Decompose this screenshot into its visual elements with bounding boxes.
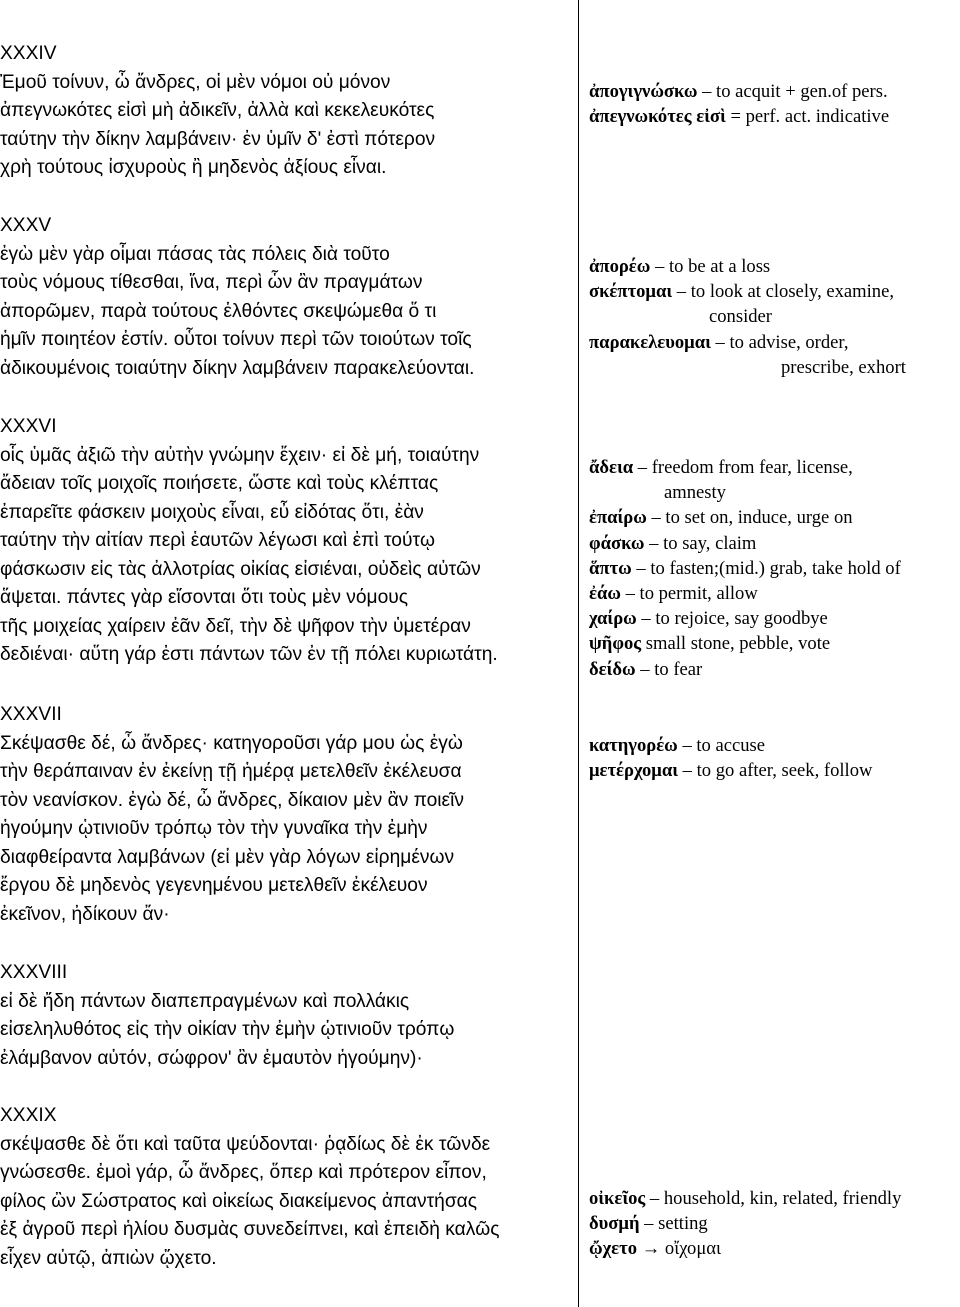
gloss-entry xyxy=(589,758,960,783)
greek-line: ταύτην τὴν αἰτίαν περὶ ἑαυτῶν λέγωσι καὶ ἐπὶ τούτῳ xyxy=(0,530,436,551)
gloss-entry xyxy=(589,531,960,556)
gloss-term: ᾤχετο xyxy=(589,1238,637,1260)
greek-line: ἀδικουμένοις τοιαύτην δίκην λαμβάνειν παρακελεύονται. xyxy=(0,357,475,379)
gloss-term: ἀπεγνωκότες εἰσὶ xyxy=(589,106,726,128)
gloss-definition: – to permit, allow xyxy=(625,583,758,605)
gloss-entry xyxy=(589,1236,960,1261)
greek-line: ἐπαρεῖτε φάσκειν μοιχοὺς εἶναι, εὖ εἰδότας ὅτι, ἐὰν xyxy=(0,501,424,523)
gloss-definition: – to be at a loss xyxy=(655,256,771,277)
gloss-definition: – to fasten;(mid.) grab, take hold of xyxy=(636,557,901,579)
greek-line: γνώσεσθε. ἐμοὶ γάρ, ὦ ἄνδρες, ὅπερ καὶ πρότερον εἶπον, xyxy=(0,1162,487,1183)
gloss-term: ψῆφος xyxy=(589,633,642,655)
gloss-entry xyxy=(589,556,960,581)
greek-line: ἔργου δὲ μηδενὸς γεγενημένου μετελθεῖν ἐκέλευον xyxy=(0,875,428,896)
gloss-term: κατηγορέω xyxy=(589,735,678,756)
gloss-definition: – to acquit + gen.of pers. xyxy=(702,81,888,102)
gloss-definition: – household, kin, related, friendly xyxy=(649,1188,902,1209)
greek-line: τὴν θεράπαιναν ἐν ἐκείνῃ τῇ ἡμέρᾳ μετελθεῖν ἐκέλευσα xyxy=(0,761,462,782)
greek-line: φίλος ὢν Σώστρατος καὶ οἰκείως διακείμενος ἀπαντήσας xyxy=(0,1190,478,1212)
section-35 xyxy=(0,212,575,383)
greek-line: τοὺς νόμους τίθεσθαι, ἵνα, περὶ ὧν ἂν πραγμάτων xyxy=(0,272,423,293)
glossary-34 xyxy=(589,79,960,129)
gloss-term: ἐπαίρω xyxy=(589,507,647,529)
gloss-definition: – to go after, seek, follow xyxy=(682,760,873,782)
gloss-entry xyxy=(589,79,960,104)
greek-line: ἐγὼ μὲν γὰρ οἶμαι πάσας τὰς πόλεις διὰ τοῦτο xyxy=(0,243,390,265)
gloss-term: ἐάω xyxy=(589,583,621,605)
gloss-entry xyxy=(589,330,960,355)
gloss-definition: – freedom from fear, license, xyxy=(637,457,853,478)
gloss-term: χαίρω xyxy=(589,608,637,630)
greek-line: φάσκωσιν εἰς τὰς ἀλλοτρίας οἰκίας εἰσιέναι, οὐδεὶς αὐτῶν xyxy=(0,558,481,580)
greek-line: ἐλάμβανον αὐτόν, σώφρον' ἂν ἐμαυτὸν ἡγούμην)· xyxy=(0,1047,423,1069)
gloss-continuation: amnesty xyxy=(664,482,726,504)
glossary-36 xyxy=(589,455,960,682)
gloss-entry xyxy=(589,1211,960,1236)
gloss-term: ἀπορέω xyxy=(589,256,651,277)
section-37 xyxy=(0,701,575,929)
gloss-term: σκέπτομαι xyxy=(589,281,673,303)
greek-line: σκέψασθε δὲ ὅτι καὶ ταῦτα ψεύδονται· ῥᾳδίως δὲ ἐκ τῶνδε xyxy=(0,1133,491,1155)
greek-line: Σκέψασθε δέ, ὦ ἄνδρες· κατηγοροῦσι γάρ μου ὡς ἐγὼ xyxy=(0,732,463,754)
gloss-entry xyxy=(589,505,960,530)
gloss-term: φάσκω xyxy=(589,532,645,554)
gloss-continuation: consider xyxy=(709,306,772,328)
gloss-entry xyxy=(589,104,960,129)
greek-line: τῆς μοιχείας χαίρειν ἐᾶν δεῖ, τὴν δὲ ψῆφον τὴν ὑμετέραν xyxy=(0,615,471,637)
gloss-definition: – to say, claim xyxy=(649,532,757,554)
gloss-entry xyxy=(589,606,960,631)
column-divider xyxy=(578,0,579,1307)
greek-line: οἷς ὑμᾶς ἀξιῶ τὴν αὐτὴν γνώμην ἔχειν· εἰ δὲ μή, τοιαύτην xyxy=(0,444,480,466)
greek-line: ἀπεγνωκότες εἰσὶ μὴ ἀδικεῖν, ἀλλὰ καὶ κεκελευκότες xyxy=(0,100,435,121)
gloss-entry xyxy=(589,279,960,304)
greek-line: δεδιέναι· αὕτη γάρ ἐστι πάντων τῶν ἐν τῇ πόλει κυριωτάτη. xyxy=(0,644,498,665)
gloss-definition: small stone, pebble, vote xyxy=(645,633,831,655)
section-number: XXXVII xyxy=(0,704,62,725)
gloss-definition: → οἴχομαι xyxy=(641,1238,722,1260)
gloss-term: παρακελευομαι xyxy=(589,331,711,353)
gloss-definition: – setting xyxy=(644,1213,708,1235)
greek-line: ἐκεῖνον, ἠδίκουν ἄν· xyxy=(0,903,170,925)
gloss-continuation: prescribe, exhort xyxy=(781,356,906,378)
gloss-term: ἀπογιγνώσκω xyxy=(589,81,698,102)
greek-line: ἅψεται. πάντες γὰρ εἴσονται ὅτι τοὺς μὲν νόμους xyxy=(0,587,409,608)
section-34 xyxy=(0,40,575,183)
gloss-definition: – to fear xyxy=(640,658,703,680)
gloss-entry xyxy=(589,254,960,279)
greek-line: Ἐμοῦ τοίνυν, ὦ ἄνδρες, οἱ μὲν νόμοι οὐ μόνον xyxy=(0,71,391,93)
gloss-entry xyxy=(589,455,960,480)
gloss-term: ἅπτω xyxy=(589,557,632,579)
greek-line: ἡγούμην ᾡτινιοῦν τρόπῳ τὸν τὴν γυναῖκα τὴν ἐμὴν xyxy=(0,818,428,839)
glossary-39 xyxy=(589,1186,960,1262)
gloss-entry xyxy=(589,1186,960,1211)
gloss-definition: – to accuse xyxy=(682,735,766,756)
section-number: XXXV xyxy=(0,215,52,236)
gloss-definition: – to advise, order, xyxy=(715,331,849,353)
gloss-term: δυσμή xyxy=(589,1213,640,1235)
section-number: XXXVIII xyxy=(0,962,68,983)
gloss-entry xyxy=(589,733,960,758)
gloss-definition: – to look at closely, examine, xyxy=(676,281,894,303)
greek-line: ταύτην τὴν δίκην λαμβάνειν· ἐν ὑμῖν δ' ἐστὶ πότερον xyxy=(0,128,436,150)
greek-line: ἄδειαν τοῖς μοιχοῖς ποιήσετε, ὥστε καὶ τοὺς κλέπτας xyxy=(0,473,439,494)
gloss-term: μετέρχομαι xyxy=(589,760,678,782)
gloss-term: ἄδεια xyxy=(589,457,634,478)
section-38 xyxy=(0,959,575,1073)
gloss-definition: = perf. act. indicative xyxy=(730,106,890,128)
greek-line: ἡμῖν ποιητέον ἐστίν. οὗτοι τοίνυν περὶ τῶν τοιούτων τοῖς xyxy=(0,329,472,350)
gloss-entry xyxy=(589,631,960,656)
gloss-entry xyxy=(589,581,960,606)
gloss-entry xyxy=(589,657,960,682)
greek-line: εἰσεληλυθότος εἰς τὴν οἰκίαν τὴν ἐμὴν ᾡτινιοῦν τρόπῳ xyxy=(0,1019,455,1040)
glossary-37 xyxy=(589,733,960,783)
greek-line: ἐξ ἀγροῦ περὶ ἡλίου δυσμὰς συνεδείπνει, καὶ ἐπειδὴ καλῶς xyxy=(0,1219,500,1240)
gloss-term: οἰκεῖος xyxy=(589,1188,646,1209)
greek-line: εἶχεν αὐτῷ, ἀπιὼν ᾤχετο. xyxy=(0,1247,217,1269)
section-36 xyxy=(0,413,575,670)
section-number: XXXIX xyxy=(0,1105,57,1126)
greek-line: ἀπορῶμεν, παρὰ τούτους ἐλθόντες σκεψώμεθα ὅ τι xyxy=(0,300,437,322)
greek-line: εἰ δὲ ἤδη πάντων διαπεπραγμένων καὶ πολλάκις xyxy=(0,990,410,1012)
greek-line: διαφθείραντα λαμβάνων (εἰ μὲν γὰρ λόγων εἰρημένων xyxy=(0,846,455,868)
section-number: XXXVI xyxy=(0,416,57,437)
section-39 xyxy=(0,1102,575,1273)
greek-line: τὸν νεανίσκον. ἐγὼ δέ, ὦ ἄνδρες, δίκαιον μὲν ἂν ποιεῖν xyxy=(0,789,464,811)
glossary-35 xyxy=(589,254,960,380)
greek-line: χρὴ τούτους ἰσχυροὺς ἢ μηδενὸς ἀξίους εἶναι. xyxy=(0,157,387,178)
gloss-definition: – to rejoice, say goodbye xyxy=(641,608,828,630)
gloss-definition: – to set on, induce, urge on xyxy=(651,507,853,529)
gloss-term: δείδω xyxy=(589,658,636,680)
section-number: XXXIV xyxy=(0,43,57,64)
